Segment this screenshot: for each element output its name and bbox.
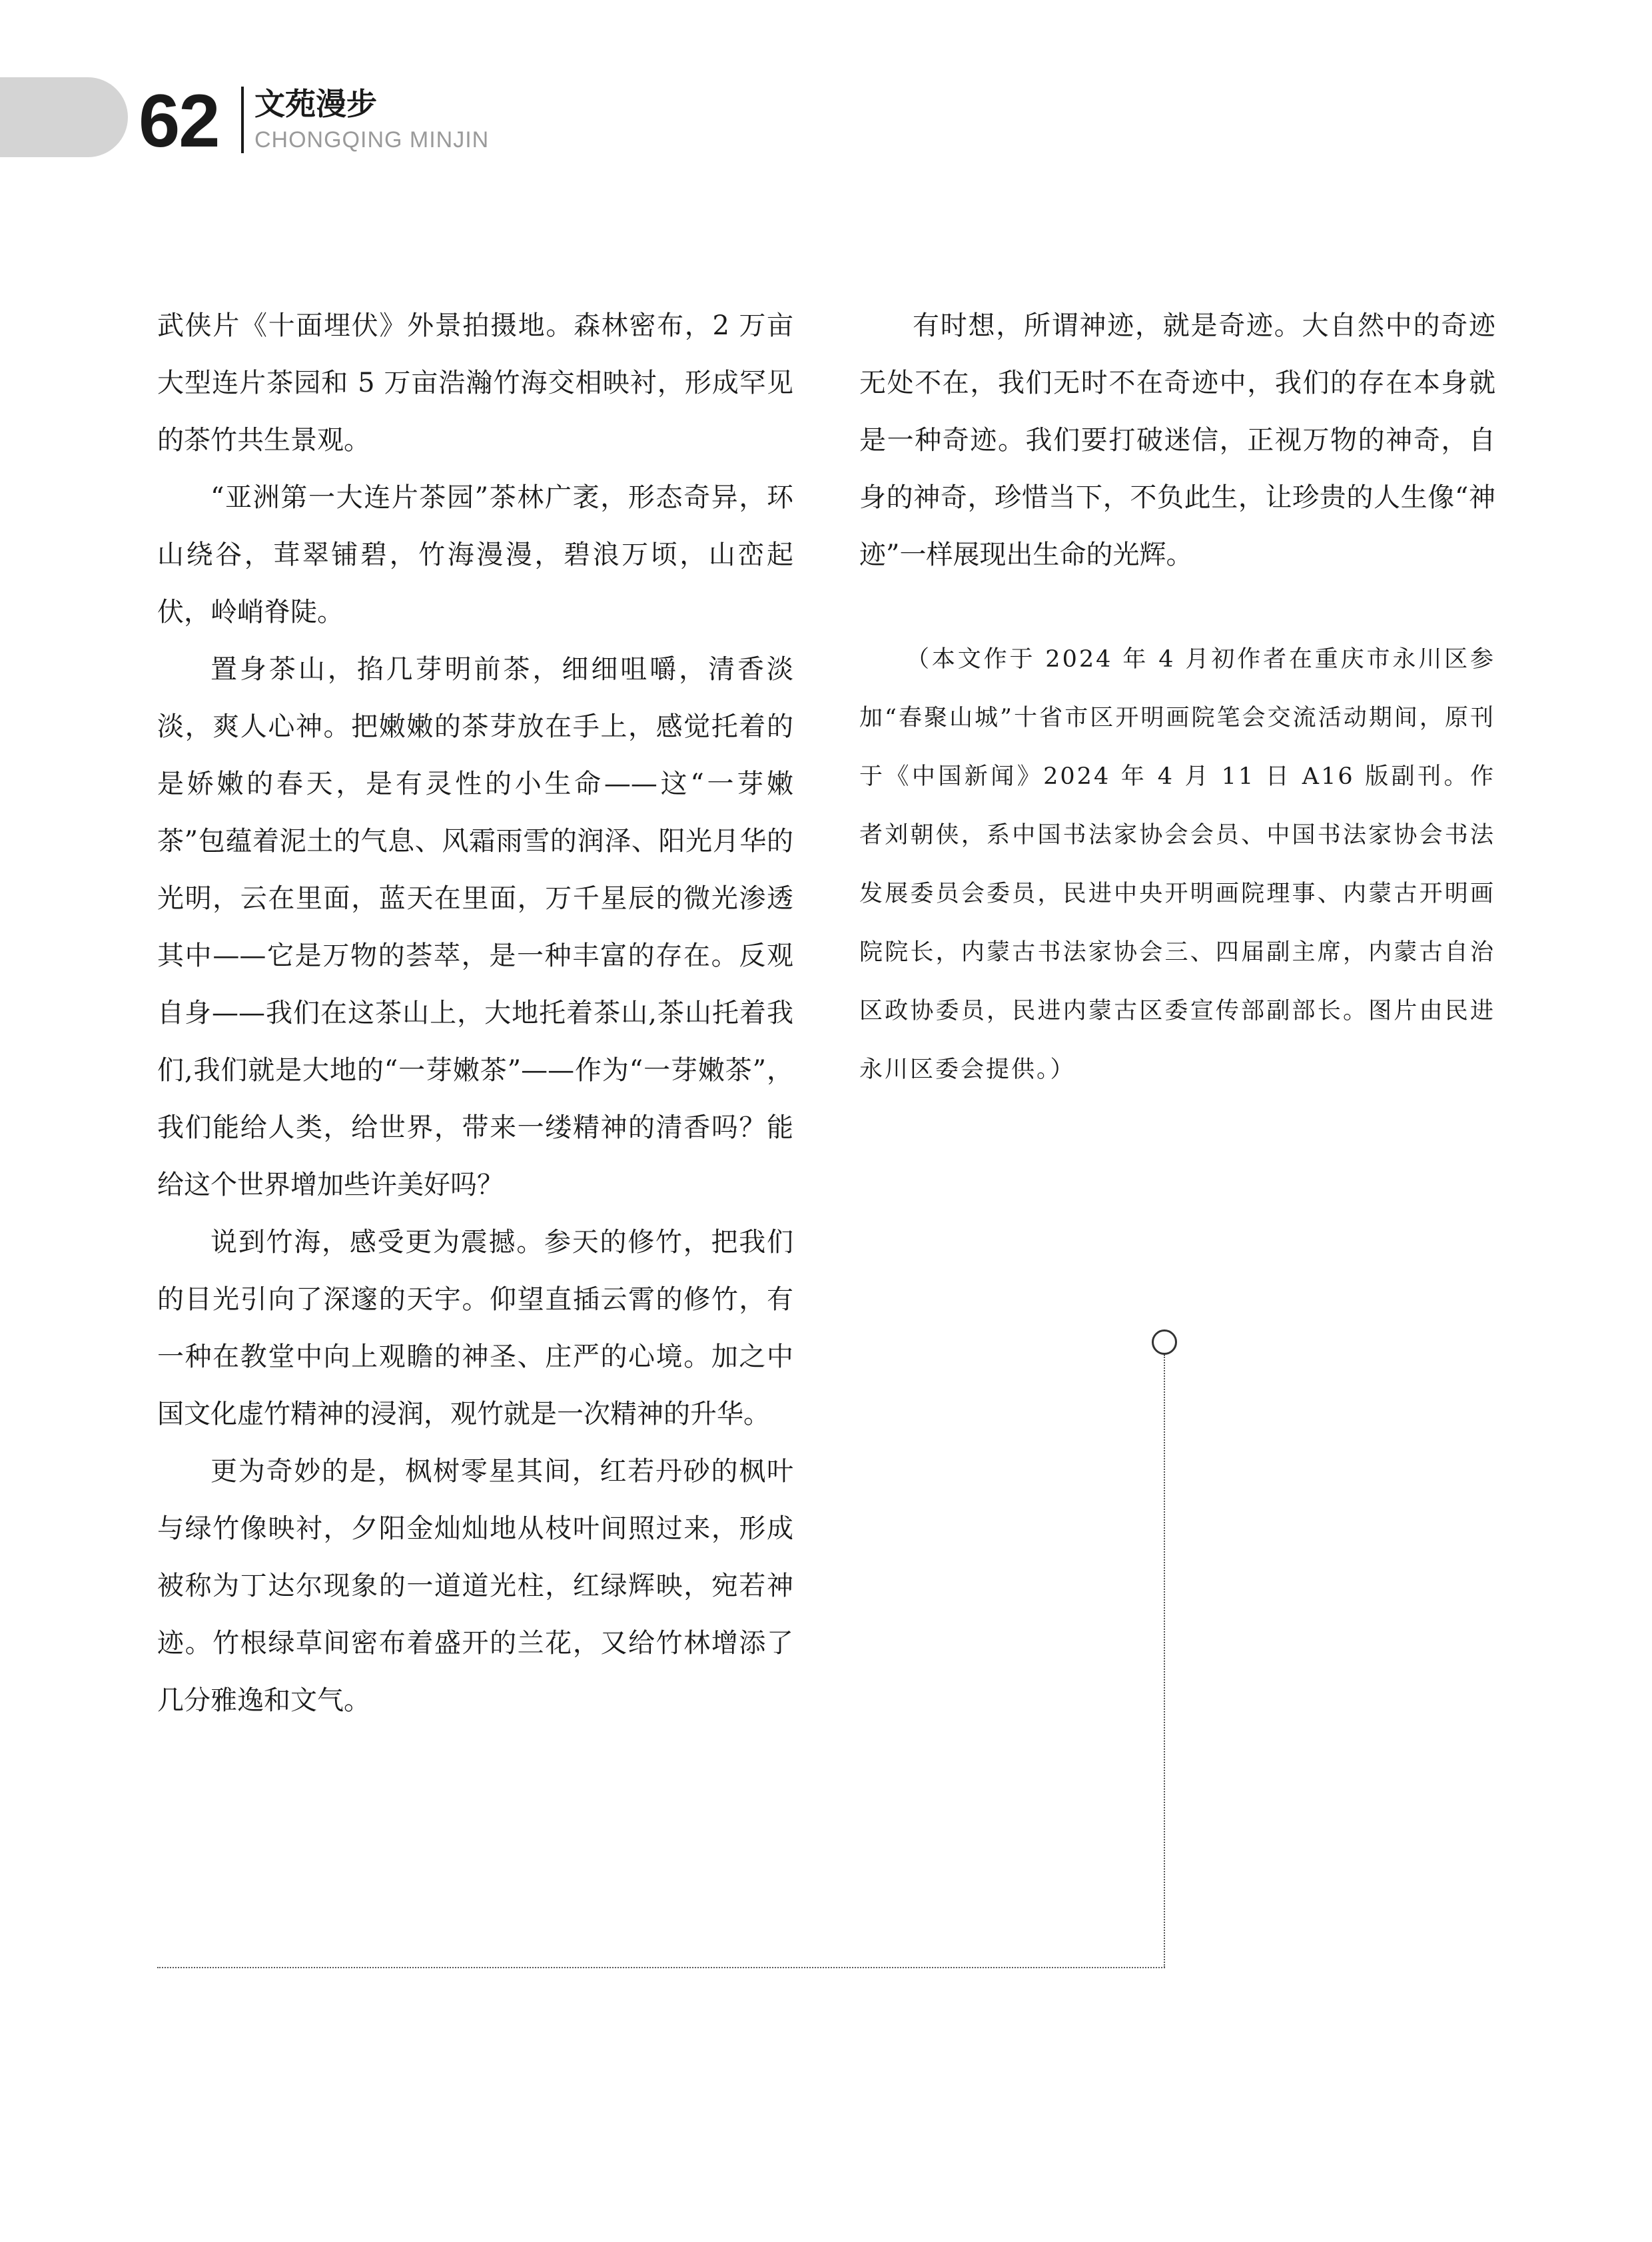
- decorative-vertical-line: [1164, 1355, 1165, 1968]
- left-column: [157, 297, 793, 1729]
- article-paragraph: 武侠片《十面埋伏》外景拍摄地。森林密布，2 万亩大型连片茶园和 5 万亩浩瀚竹海交相映衬，形成罕见的茶竹共生景观。: [157, 310, 793, 456]
- header-divider: [241, 87, 244, 153]
- author-note-text: （本文作于 2024 年 4 月初作者在重庆市永川区参加“春聚山城”十省市区开明画院笔会交流活动期间，原刊于《中国新闻》2024 年 4 月 11 日 A16 版副刊。作者刘朝侠，系中国书法家协会会员、中国书法家协会书法发展委员会委员，民进中央开明画院理事、内蒙古开明画院院长，内蒙古书法家协会三、四届副主席，内蒙古自治区政协委员，民进内蒙古区委宣传部副部长。图片由民进永川区委会提供。）: [859, 646, 1495, 1083]
- decorative-horizontal-line: [157, 1967, 1165, 1968]
- article-paragraph: 置身茶山，掐几芽明前茶，细细咀嚼，清香淡淡，爽人心神。把嫩嫩的茶芽放在手上，感觉托着的是娇嫩的春天，是有灵性的小生命——这“一芽嫩茶”包蕴着泥土的气息、风霜雨雪的润泽、阳光月华的光明，云在里面，蓝天在里面，万千星辰的微光渗透其中——它是万物的荟萃，是一种丰富的存在。反观自身——我们在这茶山上，大地托着茶山,茶山托着我们,我们就是大地的“一芽嫩茶”——作为“一芽嫩茶”，我们能给人类，给世界，带来一缕精神的清香吗？能给这个世界增加些许美好吗？: [157, 654, 793, 1200]
- author-note: [859, 630, 1495, 1099]
- article-paragraph: 说到竹海，感受更为震撼。参天的修竹，把我们的目光引向了深邃的天宇。仰望直插云霄的修竹，有一种在教堂中向上观瞻的神圣、庄严的心境。加之中国文化虚竹精神的浸润，观竹就是一次精神的升华。: [157, 1227, 793, 1429]
- page-number: 62: [139, 79, 219, 163]
- column-title: 文苑漫步: [254, 86, 377, 122]
- article-paragraph: 有时想，所谓神迹，就是奇迹。大自然中的奇迹无处不在，我们无时不在奇迹中，我们的存在本身就是一种奇迹。我们要打破迷信，正视万物的神奇，自身的神奇，珍惜当下，不负此生，让珍贵的人生像“神迹”一样展现出生命的光辉。: [859, 310, 1495, 570]
- header-tab: [0, 77, 128, 157]
- article-paragraph: 更为奇妙的是，枫树零星其间，红若丹砂的枫叶与绿竹像映衬，夕阳金灿灿地从枝叶间照过来，形成被称为丁达尔现象的一道道光柱，红绿辉映，宛若神迹。竹根绿草间密布着盛开的兰花，又给竹林增添了几分雅逸和文气。: [157, 1456, 793, 1716]
- magazine-name: CHONGQING MINJIN: [254, 127, 490, 153]
- decorative-circle: [1152, 1329, 1177, 1355]
- article-paragraph: “亚洲第一大连片茶园”茶林广袤，形态奇异，环山绕谷，茸翠铺碧，竹海漫漫，碧浪万顷，山峦起伏，岭峭脊陡。: [157, 482, 793, 627]
- right-column: [859, 297, 1495, 583]
